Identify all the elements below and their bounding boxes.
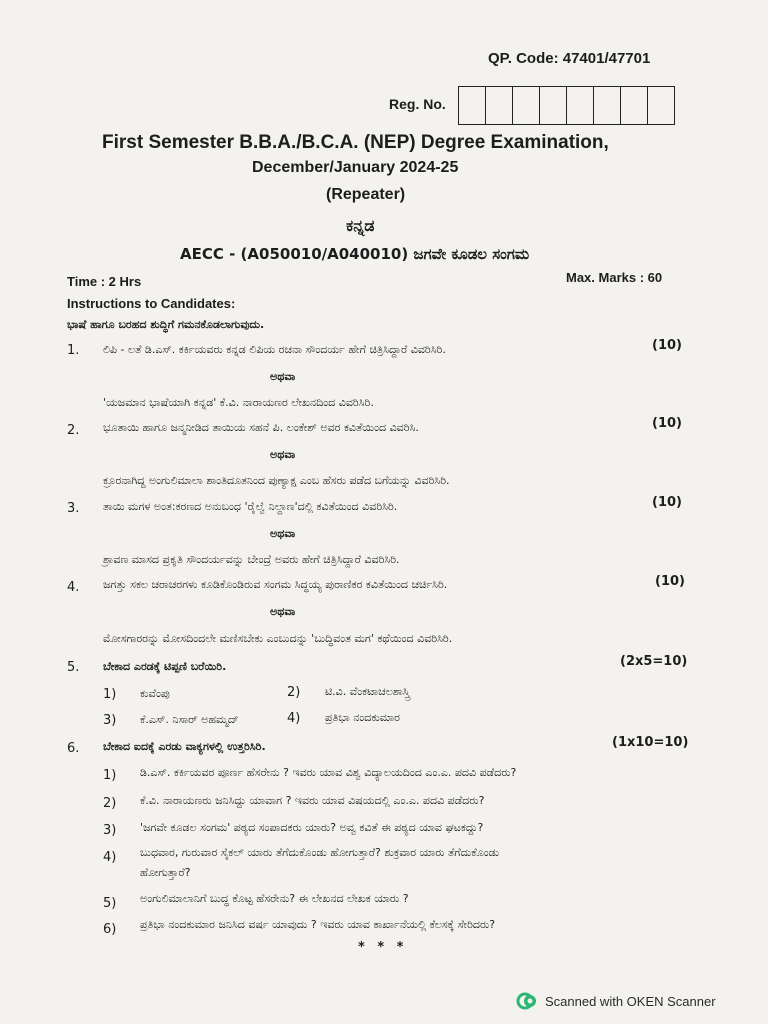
question-number: 4. [67,580,80,595]
or-label: ಅಥವಾ [270,527,296,540]
sub-item-text: ಟಿ.ವಿ. ವೆಂಕಟಾಚಲಶಾಸ್ತ್ರಿ [325,685,410,698]
scanner-watermark [516,990,716,1012]
subject-title: ಕನ್ನಡ [346,216,375,235]
question-text: ಬೇಕಾದ ಎರಡಕ್ಕೆ ಟಿಪ್ಪಣಿ ಬರೆಯಿರಿ. [103,660,227,673]
reg-box [621,87,648,124]
sub-item-text: ಕೆ.ಎಸ್. ನಿಸಾರ್ ಅಹಮ್ಮದ್ [140,713,239,726]
reg-box [513,87,540,124]
reg-box [594,87,621,124]
sub-item-number: 1) [103,768,117,783]
sub-item-number: 3) [103,823,117,838]
question-marks: (1x10=10) [612,735,689,750]
sub-item-text: ಡಿ.ಎಸ್. ಕರ್ಕಿಯವರ ಪೂರ್ಣ ಹೆಸರೇನು ? ಇವರು ಯಾವ ವಿಶ್ವ ವಿದ್ಯಾಲಯದಿಂದ ಎಂ.ಎ. ಪದವಿ ಪಡೆದರು? [140,766,517,779]
time-allowed: Time : 2 Hrs [67,274,142,289]
question-alt-text: ಮೋಸಗಾರರನ್ನು ಮೋಸದಿಂದಲೇ ಮಣಿಸಬೇಕು ಎಂಬುದನ್ನು 'ಬುದ್ಧಿವಂತ ಮಗ' ಕಥೆಯಿಂದ ವಿವರಿಸಿರಿ. [103,632,453,645]
question-text: ಲಿಪಿ - ಲತೆ ಡಿ.ಎಸ್. ಕರ್ಕಿಯವರು ಕನ್ನಡ ಲಿಪಿಯ ರಚನಾ ಸೌಂದರ್ಯ ಹೇಗೆ ಚಿತ್ರಿಸಿದ್ದಾರೆ ವಿವರಿಸಿರಿ. [103,343,446,356]
question-number: 3. [67,501,80,516]
question-text: ಬೇಕಾದ ಐದಕ್ಕೆ ಎರಡು ವಾಕ್ಯಗಳಲ್ಲಿ ಉತ್ತರಿಸಿರಿ. [103,740,266,753]
question-marks: (10) [652,495,682,510]
question-alt-text: 'ಯಜಮಾನ ಭಾಷೆಯಾಗಿ ಕನ್ನಡ' ಕೆ.ವಿ. ನಾರಾಯಣರ ಲೇಖನದಿಂದ ವಿವರಿಸಿರಿ. [103,396,374,409]
course-title: AECC - (A050010/A040010) ಜಗವೇ ಕೂಡಲ ಸಂಗಮ [180,245,530,263]
question-marks: (2x5=10) [620,654,688,669]
question-number: 5. [67,660,80,675]
max-marks: Max. Marks : 60 [566,270,663,285]
instructions-heading: Instructions to Candidates: [67,296,236,311]
reg-box [486,87,513,124]
question-text: ಭೂತಾಯಿ ಹಾಗೂ ಜನ್ಮನೀಡಿದ ತಾಯಿಯ ಸಹನೆ ಪಿ. ಲಂಕೇಶ್ ಅವರ ಕವಿತೆಯಿಂದ ವಿವರಿಸಿ. [103,421,419,434]
reg-no-boxes [458,86,675,125]
sub-item-text: ಅಂಗುಲಿಮಾಲಾನಿಗೆ ಬುದ್ಧ ಕೊಟ್ಟ ಹೆಸರೇನು? ಈ ಲೇಖನದ ಲೇಖಕ ಯಾರು ? [140,892,409,905]
sub-item-number: 1) [103,687,117,702]
question-alt-text: ಕ್ರೂರನಾಗಿದ್ದ ಅಂಗುಲಿಮಾಲಾ ಶಾಂತಿದೂತನಿಂದ ಪುಣ್ಯಾಕ್ಷ ಎಂಬ ಹೆಸರು ಪಡೆದ ಬಗೆಯನ್ನು ವಿವರಿಸಿರಿ. [103,474,450,487]
question-marks: (10) [652,416,682,431]
sub-item-number: 4) [287,711,301,726]
question-marks: (10) [655,574,685,589]
question-text: ತಾಯಿ ಮಗಳ ಅಂತ:ಕರಣದ ಅನುಬಂಧ 'ರೈಲ್ವೆ ನಿಲ್ದಾಣ'ದಲ್ಲಿ ಕವಿತೆಯಿಂದ ವಿವರಿಸಿರಿ. [103,500,398,513]
exam-session: December/January 2024-25 [252,159,459,176]
question-number: 6. [67,741,80,756]
end-marker: * * * [358,940,408,955]
oken-scanner-logo-icon [516,990,538,1012]
sub-item-text: 'ಜಗವೇ ಕೂಡಲ ಸಂಗಮ' ಪಠ್ಯದ ಸಂಪಾದಕರು ಯಾರು? ಅವ್ವ ಕವಿತೆ ಈ ಪಠ್ಯದ ಯಾವ ಘಟಕದ್ದು? [140,821,484,834]
sub-item-text: ಬುಧವಾರ, ಗುರುವಾರ ಸೈಕಲ್ ಯಾರು ತೆಗೆದುಕೊಂಡು ಹೋಗುತ್ತಾರೆ? ಶುಕ್ರವಾರ ಯಾರು ತೆಗೆದುಕೊಂಡು [140,846,500,859]
reg-box [459,87,486,124]
reg-box [567,87,594,124]
instruction-text: ಭಾಷೆ ಹಾಗೂ ಬರಹದ ಶುದ್ಧಿಗೆ ಗಮನಕೊಡಲಾಗುವುದು. [67,318,265,331]
question-text: ಜಗತ್ತು ಸಕಲ ಚರಾಚರಗಳು ಕೂಡಿಕೊಂಡಿರುವ ಸಂಗಮ ಸಿದ್ಧಯ್ಯ ಪುರಾಣಿಕರ ಕವಿತೆಯಿಂದ ಚರ್ಚಿಸಿರಿ. [103,578,448,591]
sub-item-number: 6) [103,922,117,937]
sub-item-number: 2) [103,796,117,811]
sub-item-number: 2) [287,685,301,700]
or-label: ಅಥವಾ [270,605,296,618]
or-label: ಅಥವಾ [270,370,296,383]
sub-item-text: ಕೆ.ವಿ. ನಾರಾಯಣರು ಜನಿಸಿದ್ದು ಯಾವಾಗ ? ಇವರು ಯಾವ ವಿಷಯದಲ್ಲಿ ಎಂ.ಎ. ಪದವಿ ಪಡೆದರು? [140,794,485,807]
scanner-watermark-text: Scanned with OKEN Scanner [545,993,716,1009]
reg-box [648,87,674,124]
question-number: 1. [67,343,80,358]
sub-item-number: 4) [103,850,117,865]
exam-type: (Repeater) [326,186,406,203]
or-label: ಅಥವಾ [270,448,296,461]
exam-title: First Semester B.B.A./B.C.A. (NEP) Degree Examination, [102,132,609,153]
sub-item-text-cont: ಹೋಗುತ್ತಾರೆ? [140,866,191,879]
sub-item-text: ಪ್ರತಿಭಾ ನಂದಕುಮಾರ ಜನಿಸಿದ ವರ್ಷ ಯಾವುದು ? ಇವರು ಯಾವ ಕಾರ್ಖಾನೆಯಲ್ಲಿ ಕೆಲಸಕ್ಕೆ ಸೇರಿದರು? [140,918,496,931]
qp-code: QP. Code: 47401/47701 [488,50,651,67]
question-number: 2. [67,423,80,438]
reg-no-label: Reg. No. [389,96,446,112]
question-alt-text: ಶ್ರಾವಣ ಮಾಸದ ಪ್ರಕೃತಿ ಸೌಂದರ್ಯವನ್ನು ಬೇಂದ್ರೆ ಅವರು ಹೇಗೆ ಚಿತ್ರಿಸಿದ್ದಾರೆ ವಿವರಿಸಿರಿ. [103,553,400,566]
sub-item-number: 5) [103,896,117,911]
question-marks: (10) [652,338,682,353]
sub-item-text: ಪ್ರತಿಭಾ ನಂದಕುಮಾರ [325,711,400,724]
reg-box [540,87,567,124]
sub-item-number: 3) [103,713,117,728]
sub-item-text: ಕುವೆಂಪು [140,687,170,700]
